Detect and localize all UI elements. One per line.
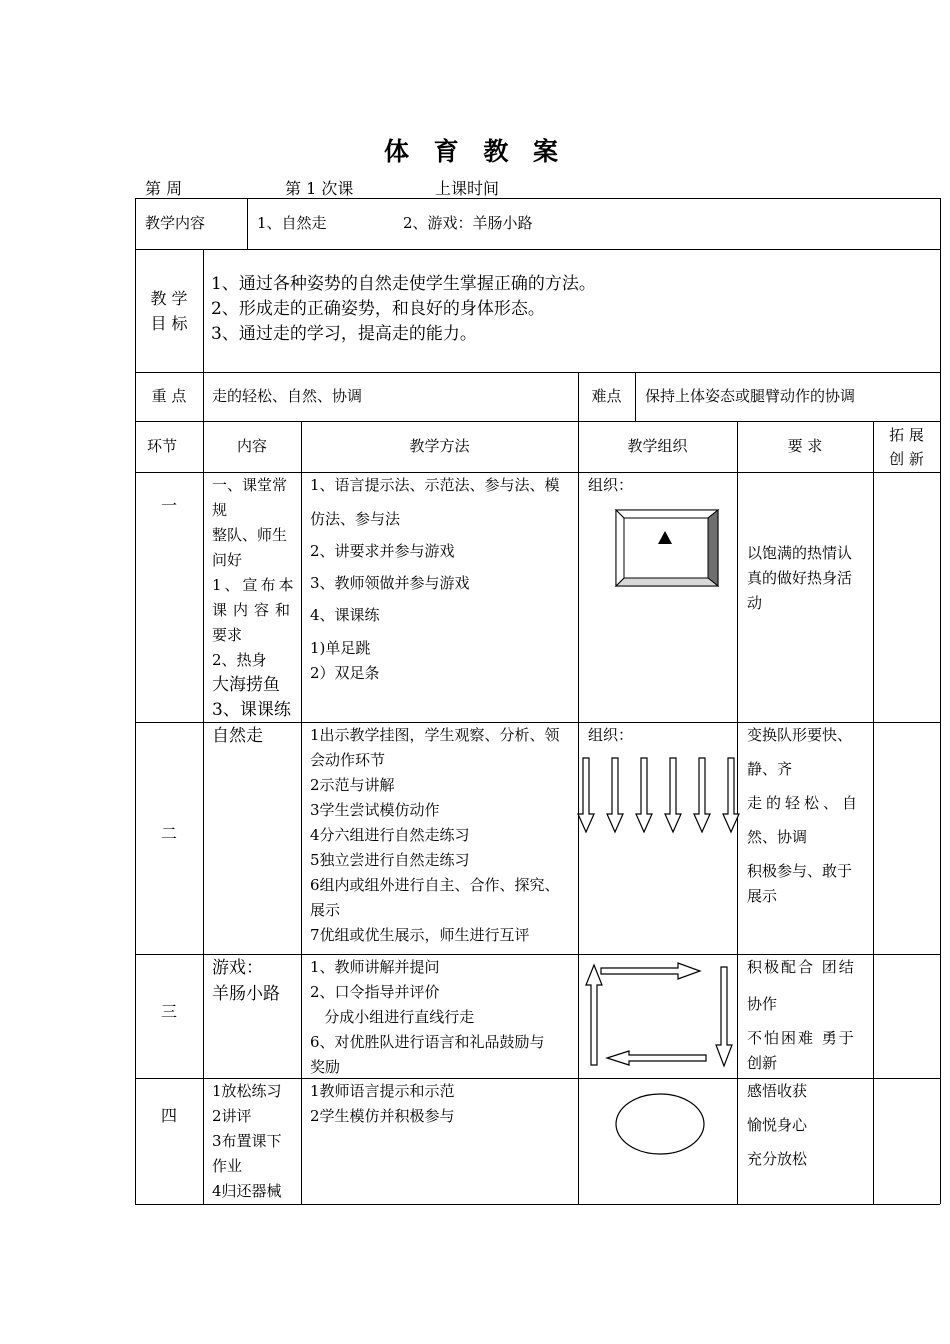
down-arrow-icon — [578, 758, 594, 832]
down-arrow-icon — [723, 758, 739, 832]
col-header-stage: 环节 — [146, 437, 177, 455]
stage-1-org-label: 组织： — [588, 476, 634, 494]
stage-2-org-label: 组织： — [588, 726, 634, 744]
page-title: 体 育 教 案 — [383, 137, 567, 166]
goals-list — [211, 272, 931, 347]
difficult-point-label: 难点 — [591, 387, 622, 405]
stage-3-methods: 1、教师讲解并提问 2、口令指导并评价 分成小组进行直线行走 6、对优胜队进行语言和礼品鼓励与 奖励 — [310, 958, 545, 1076]
class-time-label: 上课时间 — [435, 179, 500, 198]
col-header-method: 教学方法 — [409, 437, 470, 455]
circle-formation-diagram — [615, 1093, 705, 1155]
up-arrow-icon — [586, 965, 602, 1065]
lesson-plan-table — [135, 198, 940, 1204]
stage-4-content: 1放松练习 2讲评 3布置课下 作业 4归还器械 — [212, 1082, 282, 1200]
goals-label: 教 学 目 标 — [150, 288, 188, 333]
stage-1-content: 一、课堂常 规 整队、师生 问好 1、宣布本 课内容和 要求 2、热身 大海捞鱼 3、课课练 — [212, 476, 297, 720]
key-point-label: 重 点 — [151, 387, 187, 405]
stage-2-requirements: 变换队形要快、 静、齐 走的轻松、自 然、协调 积极参与、敢于 展示 — [747, 726, 862, 905]
content-item-game: 2、游戏：羊肠小路 — [403, 214, 533, 232]
stage-4-methods: 1教师语言提示和示范 2学生模仿并积极参与 — [310, 1082, 455, 1125]
right-arrow-icon — [601, 963, 700, 979]
six-columns-down-arrows-diagram — [578, 756, 737, 836]
framed-square-formation-diagram — [615, 509, 720, 589]
down-arrow-icon — [607, 758, 623, 832]
col-header-extension: 拓 展 创 新 — [889, 425, 924, 468]
goal-item: 3、通过走的学习，提高走的能力。 — [211, 324, 477, 344]
stage-1-requirements: 以饱满的热情认 真的做好热身活 动 — [747, 544, 853, 612]
goal-item: 2、形成走的正确姿势，和良好的身体形态。 — [211, 299, 545, 319]
down-arrow-icon — [716, 967, 732, 1066]
down-arrow-icon — [694, 758, 710, 832]
goal-item: 1、通过各种姿势的自然走使学生掌握正确的方法。 — [211, 274, 596, 294]
stage-3-requirements: 积极配合 团结 协作 不怕困难 勇于 创新 — [747, 958, 856, 1072]
content-item-walk: 1、自然走 — [257, 214, 327, 232]
difficult-point-text: 保持上体姿态或腿臂动作的协调 — [645, 387, 856, 405]
stage-1-methods: 1、语言提示法、示范法、参与法、模 仿法、参与法 2、讲要求并参与游戏 3、教师领做并参与游戏 4、课课练 1)单足跳 2）双足条 — [310, 476, 560, 682]
stage-4: 四 — [160, 1105, 177, 1125]
stage-3: 三 — [160, 1001, 177, 1021]
stage-4-requirements: 感悟收获 愉悦身心 充分放松 — [747, 1082, 808, 1168]
stage-2: 二 — [160, 823, 177, 843]
stage-2-content: 自然走 — [212, 726, 263, 746]
content-label: 教学内容 — [145, 214, 206, 232]
left-arrow-icon — [607, 1051, 706, 1065]
winding-path-arrows-diagram — [578, 962, 737, 1072]
col-header-organization: 教学组织 — [627, 437, 688, 455]
stage-1: 一 — [160, 495, 177, 515]
stage-3-content: 游戏： 羊肠小路 — [212, 958, 280, 1004]
key-point-text: 走的轻松、自然、协调 — [212, 387, 363, 405]
col-header-requirements: 要 求 — [787, 437, 823, 455]
down-arrow-icon — [665, 758, 681, 832]
stage-2-methods: 1出示教学挂图，学生观察、分析、领 会动作环节 2示范与讲解 3学生尝试模仿动作 4分六组进行自然走练习 5独立尝进行自然走练习 6组内或组外进行自主、合作、探究、 展示 7优组或优生展示，师生进行互评 — [310, 726, 560, 944]
lesson-number: 第 1 次课 — [285, 179, 354, 198]
down-arrow-icon — [636, 758, 652, 832]
col-header-content: 内容 — [236, 437, 267, 455]
week-label: 第 周 — [145, 179, 183, 198]
